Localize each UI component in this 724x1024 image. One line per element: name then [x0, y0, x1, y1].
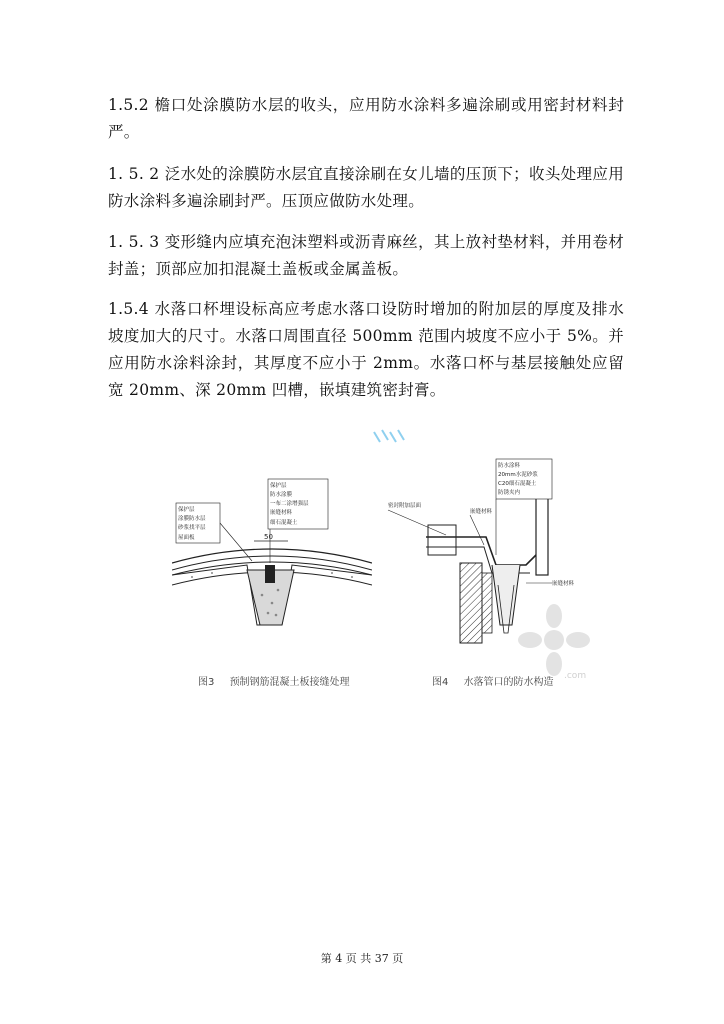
fig4-label-right: 嵌缝材料	[552, 581, 575, 587]
paragraph-1-5-2-eaves: 1.5.2 檐口处涂膜防水层的收头，应用防水涂料多遍涂刷或用密封材料封严。	[108, 96, 624, 141]
fig4-label-left: 密封附加层面	[388, 503, 422, 509]
figure-3-caption-number: 图3	[198, 677, 215, 688]
fig4-label-top-1: 防水涂料	[498, 463, 521, 469]
figure-4-caption	[432, 673, 554, 688]
fig3-label-right-3: 一布二涂增强层	[270, 501, 309, 507]
fig3-label-right-1: 保护层	[270, 483, 287, 489]
paragraph-1-5-3-expansion-joint: 1. 5. 3 变形缝内应填充泡沫塑料或沥青麻丝，其上放衬垫材料，并用卷材封盖；顶部应加扣混凝土盖板或金属盖板。	[108, 233, 624, 278]
figure-4-caption-text: 水落管口的防水构造	[463, 677, 554, 688]
watermark-logo	[514, 600, 594, 680]
page-footer: 第 4 页 共 37 页	[320, 952, 404, 965]
fig4-label-top-4: 防锈夹内	[498, 490, 521, 496]
fig4-label-top-2: 20mm水泥砂浆	[498, 472, 538, 478]
fig3-label-left-2: 涂膜防水层	[178, 516, 206, 522]
watermark-suffix: .com	[564, 671, 587, 680]
figure-3-caption	[198, 673, 350, 688]
watermark-mark	[372, 428, 412, 446]
paragraph-1-5-4-drain-outlet: 1.5.4 水落口杯埋设标高应考虑水落口设防时增加的附加层的厚度及排水坡度加大的尺寸。水落口周围直径 500mm 范围内坡度不应小于 5%。并应用防水涂料涂封，其厚度不应小于 2mm。水落口杯与基层接触处应留宽 20mm、深 20mm 凹槽，嵌填建筑密封膏。	[108, 300, 624, 399]
fig3-label-right-2: 防水涂膜	[270, 492, 293, 498]
paragraph-1-5-2-flashing: 1. 5. 2 泛水处的涂膜防水层宜直接涂刷在女儿墙的压顶下；收头处理应用防水涂料多遍涂刷封严。压顶应做防水处理。	[108, 165, 624, 210]
fig3-label-left-1: 保护层	[178, 507, 195, 513]
fig3-label-right-4: 嵌缝材料	[270, 510, 293, 516]
fig4-label-top-3: C20细石混凝土	[498, 481, 537, 487]
figure-3-caption-text: 预制钢筋混凝土板接缝处理	[229, 677, 350, 688]
fig4-label-mid: 嵌缝材料	[470, 509, 493, 515]
fig3-label-left-4: 屋面板	[178, 535, 195, 541]
fig3-label-left-3: 砂浆找平层	[178, 525, 206, 531]
fig3-label-right-5: 细石混凝土	[270, 520, 298, 526]
figure-4-caption-number: 图4	[432, 677, 449, 688]
figure-3-joint-detail	[172, 475, 372, 650]
fig3-dimension: 50	[264, 533, 273, 541]
